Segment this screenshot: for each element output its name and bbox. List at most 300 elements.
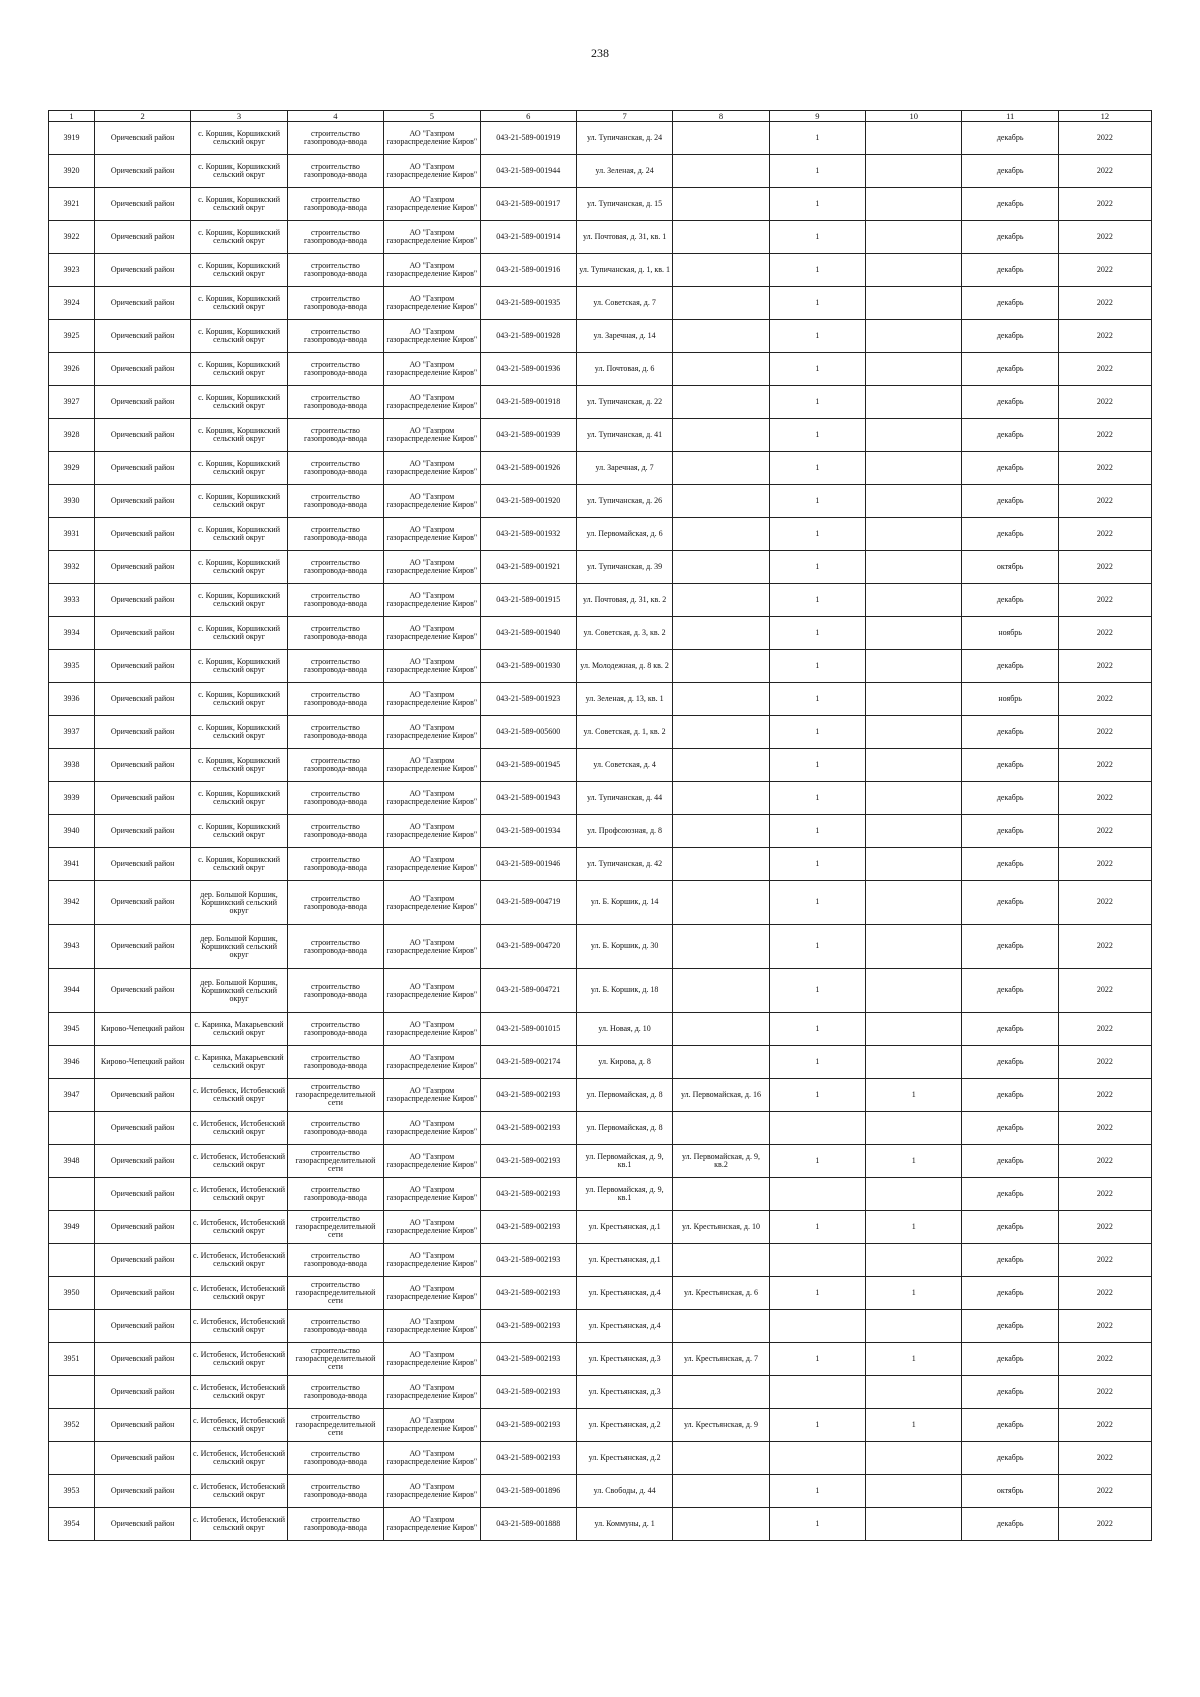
table-cell: 1 bbox=[769, 848, 865, 881]
table-cell: строительство газопровода-ввода bbox=[287, 155, 383, 188]
table-cell: строительство газопровода-ввода bbox=[287, 188, 383, 221]
table-cell: АО "Газпром газораспределение Киров" bbox=[384, 584, 480, 617]
table-cell: строительство газопровода-ввода bbox=[287, 485, 383, 518]
table-cell: 3933 bbox=[49, 584, 95, 617]
table-cell: ул. Заречная, д. 14 bbox=[576, 320, 672, 353]
table-cell: Оричевский район bbox=[94, 419, 190, 452]
table-cell: 043-21-589-002193 bbox=[480, 1409, 576, 1442]
table-cell bbox=[866, 1046, 962, 1079]
table-cell: строительство газопровода-ввода bbox=[287, 254, 383, 287]
table-cell: декабрь bbox=[962, 1376, 1058, 1409]
table-cell: Оричевский район bbox=[94, 617, 190, 650]
table-cell: 1 bbox=[769, 1277, 865, 1310]
table-cell: с. Коршик, Коршикский сельский округ bbox=[191, 155, 287, 188]
table-cell: декабрь bbox=[962, 881, 1058, 925]
table-row bbox=[49, 155, 1152, 188]
table-cell: 1 bbox=[769, 1343, 865, 1376]
table-cell bbox=[673, 551, 769, 584]
table-cell bbox=[866, 419, 962, 452]
table-cell: декабрь bbox=[962, 1145, 1058, 1178]
table-cell: 043-21-589-002174 bbox=[480, 1046, 576, 1079]
table-cell bbox=[866, 1244, 962, 1277]
table-cell bbox=[866, 1475, 962, 1508]
table-cell: 2022 bbox=[1058, 617, 1151, 650]
table-cell: Оричевский район bbox=[94, 1343, 190, 1376]
table-cell: 043-21-589-002193 bbox=[480, 1079, 576, 1112]
table-cell: 1 bbox=[769, 1409, 865, 1442]
table-cell: декабрь bbox=[962, 221, 1058, 254]
table-cell: Оричевский район bbox=[94, 1145, 190, 1178]
table-cell: ул. Крестьянская, д. 6 bbox=[673, 1277, 769, 1310]
table-cell: 1 bbox=[769, 716, 865, 749]
table-row bbox=[49, 1046, 1152, 1079]
column-header: 5 bbox=[384, 111, 480, 122]
table-cell: ул. Профсоюзная, д. 8 bbox=[576, 815, 672, 848]
table-row bbox=[49, 1310, 1152, 1343]
table-row bbox=[49, 749, 1152, 782]
table-cell: 043-21-589-001919 bbox=[480, 122, 576, 155]
table-cell: 043-21-589-001917 bbox=[480, 188, 576, 221]
table-row bbox=[49, 320, 1152, 353]
table-row bbox=[49, 617, 1152, 650]
table-cell: Оричевский район bbox=[94, 1310, 190, 1343]
table-cell: декабрь bbox=[962, 1310, 1058, 1343]
table-row bbox=[49, 925, 1152, 969]
table-cell: дер. Большой Коршик, Коршикский сельский округ bbox=[191, 925, 287, 969]
table-cell bbox=[49, 1112, 95, 1145]
table-cell bbox=[673, 617, 769, 650]
table-cell: 2022 bbox=[1058, 1145, 1151, 1178]
table-cell: 1 bbox=[769, 617, 865, 650]
table-cell: Оричевский район bbox=[94, 188, 190, 221]
table-cell: с. Истобенск, Истобенский сельский округ bbox=[191, 1244, 287, 1277]
table-cell bbox=[49, 1310, 95, 1343]
table-cell: ул. Первомайская, д. 8 bbox=[576, 1079, 672, 1112]
table-cell: ул. Первомайская, д. 9, кв.2 bbox=[673, 1145, 769, 1178]
table-cell: АО "Газпром газораспределение Киров" bbox=[384, 1277, 480, 1310]
table-cell: ул. Крестьянская, д.1 bbox=[576, 1244, 672, 1277]
table-cell: 043-21-589-001928 bbox=[480, 320, 576, 353]
table-cell: декабрь bbox=[962, 1343, 1058, 1376]
table-cell: 3941 bbox=[49, 848, 95, 881]
table-cell: строительство газопровода-ввода bbox=[287, 749, 383, 782]
table-cell: ул. Почтовая, д. 31, кв. 2 bbox=[576, 584, 672, 617]
table-cell: ул. Первомайская, д. 8 bbox=[576, 1112, 672, 1145]
table-row bbox=[49, 1112, 1152, 1145]
table-cell: с. Коршик, Коршикский сельский округ bbox=[191, 551, 287, 584]
table-cell: 043-21-589-002193 bbox=[480, 1442, 576, 1475]
table-cell bbox=[866, 617, 962, 650]
table-cell bbox=[866, 716, 962, 749]
table-cell: ул. Кирова, д. 8 bbox=[576, 1046, 672, 1079]
table-cell: 3929 bbox=[49, 452, 95, 485]
table-cell: с. Каринка, Макарьевский сельский округ bbox=[191, 1013, 287, 1046]
table-cell bbox=[673, 155, 769, 188]
table-cell: 2022 bbox=[1058, 650, 1151, 683]
table-row bbox=[49, 584, 1152, 617]
table-cell: 3922 bbox=[49, 221, 95, 254]
table-cell: 3937 bbox=[49, 716, 95, 749]
table-cell: 043-21-589-001940 bbox=[480, 617, 576, 650]
table-cell bbox=[769, 1112, 865, 1145]
table-cell: 043-21-589-001934 bbox=[480, 815, 576, 848]
table-cell: АО "Газпром газораспределение Киров" bbox=[384, 925, 480, 969]
table-cell: ул. Крестьянская, д.3 bbox=[576, 1376, 672, 1409]
table-cell: 3939 bbox=[49, 782, 95, 815]
table-cell: ул. Новая, д. 10 bbox=[576, 1013, 672, 1046]
table-cell: Оричевский район bbox=[94, 221, 190, 254]
table-row bbox=[49, 254, 1152, 287]
table-cell: декабрь bbox=[962, 1178, 1058, 1211]
table-cell: декабрь bbox=[962, 716, 1058, 749]
table-cell bbox=[866, 848, 962, 881]
table-cell bbox=[769, 1442, 865, 1475]
table-cell: 1 bbox=[769, 1211, 865, 1244]
table-cell bbox=[673, 1244, 769, 1277]
table-cell: с. Истобенск, Истобенский сельский округ bbox=[191, 1508, 287, 1541]
table-row bbox=[49, 386, 1152, 419]
table-cell: строительство газопровода-ввода bbox=[287, 1244, 383, 1277]
table-cell bbox=[49, 1244, 95, 1277]
table-cell: 2022 bbox=[1058, 1079, 1151, 1112]
table-cell: 1 bbox=[769, 584, 865, 617]
table-cell: с. Истобенск, Истобенский сельский округ bbox=[191, 1079, 287, 1112]
table-cell: АО "Газпром газораспределение Киров" bbox=[384, 518, 480, 551]
table-cell: 2022 bbox=[1058, 683, 1151, 716]
table-cell: с. Истобенск, Истобенский сельский округ bbox=[191, 1112, 287, 1145]
table-cell: Оричевский район bbox=[94, 1376, 190, 1409]
table-cell: Оричевский район bbox=[94, 925, 190, 969]
table-cell: с. Коршик, Коршикский сельский округ bbox=[191, 188, 287, 221]
table-cell: 3925 bbox=[49, 320, 95, 353]
table-cell: 043-21-589-001939 bbox=[480, 419, 576, 452]
table-cell bbox=[49, 1178, 95, 1211]
table-cell: ул. Крестьянская, д. 9 bbox=[673, 1409, 769, 1442]
table-cell: АО "Газпром газораспределение Киров" bbox=[384, 1376, 480, 1409]
table-cell: 1 bbox=[769, 969, 865, 1013]
table-cell bbox=[866, 1442, 962, 1475]
column-header: 9 bbox=[769, 111, 865, 122]
table-cell: 3944 bbox=[49, 969, 95, 1013]
table-cell bbox=[673, 881, 769, 925]
table-cell bbox=[866, 386, 962, 419]
table-cell: Оричевский район bbox=[94, 1409, 190, 1442]
table-cell: 2022 bbox=[1058, 1310, 1151, 1343]
table-cell: 043-21-589-002193 bbox=[480, 1112, 576, 1145]
table-cell: 043-21-589-002193 bbox=[480, 1178, 576, 1211]
table-row bbox=[49, 782, 1152, 815]
table-cell: 043-21-589-001946 bbox=[480, 848, 576, 881]
table-cell: 1 bbox=[769, 881, 865, 925]
table-cell: ул. Советская, д. 3, кв. 2 bbox=[576, 617, 672, 650]
table-cell: строительство газопровода-ввода bbox=[287, 683, 383, 716]
table-cell: 3948 bbox=[49, 1145, 95, 1178]
table-cell: декабрь bbox=[962, 584, 1058, 617]
header-row bbox=[49, 111, 1152, 122]
table-cell: строительство газопровода-ввода bbox=[287, 419, 383, 452]
table-cell: АО "Газпром газораспределение Киров" bbox=[384, 287, 480, 320]
table-cell: АО "Газпром газораспределение Киров" bbox=[384, 969, 480, 1013]
table-cell: Оричевский район bbox=[94, 551, 190, 584]
table-cell: с. Истобенск, Истобенский сельский округ bbox=[191, 1475, 287, 1508]
table-cell bbox=[673, 1508, 769, 1541]
table-cell bbox=[673, 1112, 769, 1145]
table-cell: Оричевский район bbox=[94, 1178, 190, 1211]
table-cell: 3924 bbox=[49, 287, 95, 320]
table-cell: 043-21-589-002193 bbox=[480, 1244, 576, 1277]
table-cell bbox=[866, 1013, 962, 1046]
table-cell: строительство газораспределительной сети bbox=[287, 1211, 383, 1244]
table-cell: 1 bbox=[769, 1475, 865, 1508]
table-cell: декабрь bbox=[962, 1112, 1058, 1145]
table-cell: строительство газораспределительной сети bbox=[287, 1409, 383, 1442]
table-row bbox=[49, 452, 1152, 485]
table-cell: АО "Газпром газораспределение Киров" bbox=[384, 485, 480, 518]
table-cell: строительство газопровода-ввода bbox=[287, 848, 383, 881]
table-cell: 3926 bbox=[49, 353, 95, 386]
table-cell bbox=[673, 1310, 769, 1343]
table-cell bbox=[673, 452, 769, 485]
table-cell: 1 bbox=[769, 749, 865, 782]
table-cell: АО "Газпром газораспределение Киров" bbox=[384, 1211, 480, 1244]
table-cell: ул. Тупичанская, д. 24 bbox=[576, 122, 672, 155]
table-cell: АО "Газпром газораспределение Киров" bbox=[384, 749, 480, 782]
table-cell: ул. Крестьянская, д.4 bbox=[576, 1277, 672, 1310]
table-cell bbox=[866, 815, 962, 848]
table-row bbox=[49, 1244, 1152, 1277]
table-row bbox=[49, 221, 1152, 254]
table-cell: строительство газопровода-ввода bbox=[287, 1013, 383, 1046]
table-cell: ул. Первомайская, д. 6 bbox=[576, 518, 672, 551]
table-cell: 1 bbox=[769, 518, 865, 551]
table-row bbox=[49, 188, 1152, 221]
table-cell: строительство газопровода-ввода bbox=[287, 881, 383, 925]
table-cell: 2022 bbox=[1058, 1376, 1151, 1409]
table-cell: АО "Газпром газораспределение Киров" bbox=[384, 122, 480, 155]
table-cell: 3954 bbox=[49, 1508, 95, 1541]
table-cell: строительство газопровода-ввода bbox=[287, 1376, 383, 1409]
table-cell: ул. Молодежная, д. 8 кв. 2 bbox=[576, 650, 672, 683]
table-cell bbox=[866, 925, 962, 969]
table-cell: ул. Тупичанская, д. 44 bbox=[576, 782, 672, 815]
table-cell: с. Коршик, Коршикский сельский округ bbox=[191, 650, 287, 683]
table-row bbox=[49, 650, 1152, 683]
column-header: 10 bbox=[866, 111, 962, 122]
table-cell: с. Истобенск, Истобенский сельский округ bbox=[191, 1178, 287, 1211]
table-cell: 1 bbox=[769, 122, 865, 155]
table-cell: с. Коршик, Коршикский сельский округ bbox=[191, 815, 287, 848]
table-cell: АО "Газпром газораспределение Киров" bbox=[384, 1244, 480, 1277]
table-cell: с. Коршик, Коршикский сельский округ bbox=[191, 452, 287, 485]
table-cell bbox=[866, 485, 962, 518]
table-cell: Оричевский район bbox=[94, 320, 190, 353]
table-cell: декабрь bbox=[962, 320, 1058, 353]
table-row bbox=[49, 716, 1152, 749]
table-cell: ул. Первомайская, д. 9, кв.1 bbox=[576, 1145, 672, 1178]
table-cell: 043-21-589-002193 bbox=[480, 1310, 576, 1343]
table-cell: декабрь bbox=[962, 155, 1058, 188]
table-cell bbox=[673, 287, 769, 320]
table-cell: с. Истобенск, Истобенский сельский округ bbox=[191, 1376, 287, 1409]
table-cell: декабрь bbox=[962, 122, 1058, 155]
table-cell bbox=[866, 221, 962, 254]
table-cell: 1 bbox=[769, 551, 865, 584]
table-cell bbox=[673, 320, 769, 353]
table-cell: декабрь bbox=[962, 1442, 1058, 1475]
table-cell: с. Истобенск, Истобенский сельский округ bbox=[191, 1409, 287, 1442]
table-cell: Оричевский район bbox=[94, 287, 190, 320]
table-cell: 3923 bbox=[49, 254, 95, 287]
table-cell: строительство газопровода-ввода bbox=[287, 1310, 383, 1343]
table-cell: строительство газопровода-ввода bbox=[287, 716, 383, 749]
table-cell: 2022 bbox=[1058, 287, 1151, 320]
table-cell: 2022 bbox=[1058, 749, 1151, 782]
table-cell: Оричевский район bbox=[94, 1277, 190, 1310]
table-cell: ул. Б. Коршик, д. 30 bbox=[576, 925, 672, 969]
table-cell bbox=[769, 1310, 865, 1343]
table-cell: Оричевский район bbox=[94, 969, 190, 1013]
table-cell: 3945 bbox=[49, 1013, 95, 1046]
table-cell: 1 bbox=[769, 1013, 865, 1046]
table-cell: 043-21-589-001943 bbox=[480, 782, 576, 815]
column-header: 12 bbox=[1058, 111, 1151, 122]
table-cell: 043-21-589-001918 bbox=[480, 386, 576, 419]
table-cell: с. Коршик, Коршикский сельский округ bbox=[191, 287, 287, 320]
table-cell: АО "Газпром газораспределение Киров" bbox=[384, 848, 480, 881]
table-cell: с. Коршик, Коршикский сельский округ bbox=[191, 320, 287, 353]
table-row bbox=[49, 518, 1152, 551]
table-cell: строительство газопровода-ввода bbox=[287, 617, 383, 650]
table-cell: АО "Газпром газораспределение Киров" bbox=[384, 1442, 480, 1475]
table-cell: 1 bbox=[866, 1409, 962, 1442]
table-cell bbox=[673, 1178, 769, 1211]
table-row bbox=[49, 122, 1152, 155]
table-cell: 2022 bbox=[1058, 386, 1151, 419]
table-cell: строительство газопровода-ввода bbox=[287, 518, 383, 551]
table-cell bbox=[673, 254, 769, 287]
table-cell: 043-21-589-004719 bbox=[480, 881, 576, 925]
table-cell: 3931 bbox=[49, 518, 95, 551]
table-cell: 043-21-589-001916 bbox=[480, 254, 576, 287]
table-cell: 1 bbox=[769, 815, 865, 848]
table-cell bbox=[866, 969, 962, 1013]
table-cell: с. Коршик, Коршикский сельский округ bbox=[191, 353, 287, 386]
table-cell bbox=[769, 1376, 865, 1409]
table-cell: 043-21-589-001888 bbox=[480, 1508, 576, 1541]
table-cell bbox=[673, 188, 769, 221]
table-cell: строительство газопровода-ввода bbox=[287, 1112, 383, 1145]
table-cell: декабрь bbox=[962, 1508, 1058, 1541]
table-cell bbox=[673, 848, 769, 881]
table-cell: 3952 bbox=[49, 1409, 95, 1442]
table-cell bbox=[866, 683, 962, 716]
table-cell: АО "Газпром газораспределение Киров" bbox=[384, 650, 480, 683]
table-cell: с. Коршик, Коршикский сельский округ bbox=[191, 848, 287, 881]
table-cell: ул. Тупичанская, д. 22 bbox=[576, 386, 672, 419]
table-cell: с. Коршик, Коршикский сельский округ bbox=[191, 419, 287, 452]
table-row bbox=[49, 1079, 1152, 1112]
column-header: 6 bbox=[480, 111, 576, 122]
table-cell: с. Истобенск, Истобенский сельский округ bbox=[191, 1310, 287, 1343]
table-cell: АО "Газпром газораспределение Киров" bbox=[384, 1079, 480, 1112]
table-cell: 2022 bbox=[1058, 320, 1151, 353]
table-cell bbox=[866, 320, 962, 353]
table-cell: Оричевский район bbox=[94, 749, 190, 782]
table-cell: 2022 bbox=[1058, 1178, 1151, 1211]
table-cell: ул. Первомайская, д. 16 bbox=[673, 1079, 769, 1112]
table-cell: 3946 bbox=[49, 1046, 95, 1079]
table-cell: с. Коршик, Коршикский сельский округ bbox=[191, 485, 287, 518]
table-cell: АО "Газпром газораспределение Киров" bbox=[384, 353, 480, 386]
table-cell: строительство газопровода-ввода bbox=[287, 1475, 383, 1508]
table-row bbox=[49, 683, 1152, 716]
table-cell: 2022 bbox=[1058, 155, 1151, 188]
table-cell: АО "Газпром газораспределение Киров" bbox=[384, 1046, 480, 1079]
table-cell bbox=[866, 155, 962, 188]
table-cell: АО "Газпром газораспределение Киров" bbox=[384, 683, 480, 716]
table-cell: с. Истобенск, Истобенский сельский округ bbox=[191, 1211, 287, 1244]
table-cell: 2022 bbox=[1058, 452, 1151, 485]
table-cell: 1 bbox=[769, 925, 865, 969]
table-row bbox=[49, 1211, 1152, 1244]
table-cell: 2022 bbox=[1058, 1211, 1151, 1244]
table-cell: ул. Крестьянская, д.4 bbox=[576, 1310, 672, 1343]
column-header: 4 bbox=[287, 111, 383, 122]
table-cell: строительство газораспределительной сети bbox=[287, 1277, 383, 1310]
table-cell: с. Коршик, Коршикский сельский округ bbox=[191, 518, 287, 551]
table-cell bbox=[673, 969, 769, 1013]
table-cell: 2022 bbox=[1058, 1013, 1151, 1046]
table-cell: с. Коршик, Коршикский сельский округ bbox=[191, 386, 287, 419]
table-cell: 1 bbox=[769, 650, 865, 683]
table-cell bbox=[673, 1442, 769, 1475]
table-cell: 3950 bbox=[49, 1277, 95, 1310]
table-cell bbox=[866, 1376, 962, 1409]
table-cell: АО "Газпром газораспределение Киров" bbox=[384, 419, 480, 452]
table-cell: Оричевский район bbox=[94, 1442, 190, 1475]
table-cell: АО "Газпром газораспределение Киров" bbox=[384, 452, 480, 485]
table-cell: 3935 bbox=[49, 650, 95, 683]
table-cell: ул. Б. Коршик, д. 14 bbox=[576, 881, 672, 925]
table-cell: АО "Газпром газораспределение Киров" bbox=[384, 1475, 480, 1508]
table-cell: Оричевский район bbox=[94, 254, 190, 287]
table-cell bbox=[866, 287, 962, 320]
table-cell: 043-21-589-001944 bbox=[480, 155, 576, 188]
table-cell: 1 bbox=[769, 782, 865, 815]
table-cell: 1 bbox=[769, 188, 865, 221]
table-cell: 2022 bbox=[1058, 353, 1151, 386]
table-cell: ул. Заречная, д. 7 bbox=[576, 452, 672, 485]
table-cell: ул. Зеленая, д. 13, кв. 1 bbox=[576, 683, 672, 716]
table-cell: 043-21-589-001936 bbox=[480, 353, 576, 386]
table-cell: строительство газопровода-ввода bbox=[287, 287, 383, 320]
table-cell: декабрь bbox=[962, 386, 1058, 419]
table-cell: 3927 bbox=[49, 386, 95, 419]
table-cell bbox=[866, 1112, 962, 1145]
table-cell: строительство газопровода-ввода bbox=[287, 650, 383, 683]
page-number: 238 bbox=[591, 46, 609, 60]
table-cell: строительство газораспределительной сети bbox=[287, 1079, 383, 1112]
table-cell: ул. Советская, д. 7 bbox=[576, 287, 672, 320]
table-cell: 3930 bbox=[49, 485, 95, 518]
table-cell: 2022 bbox=[1058, 1343, 1151, 1376]
table-cell: 2022 bbox=[1058, 221, 1151, 254]
table-cell: Оричевский район bbox=[94, 848, 190, 881]
table-row bbox=[49, 815, 1152, 848]
table-cell: АО "Газпром газораспределение Киров" bbox=[384, 1310, 480, 1343]
table-cell: строительство газопровода-ввода bbox=[287, 925, 383, 969]
table-cell: декабрь bbox=[962, 485, 1058, 518]
